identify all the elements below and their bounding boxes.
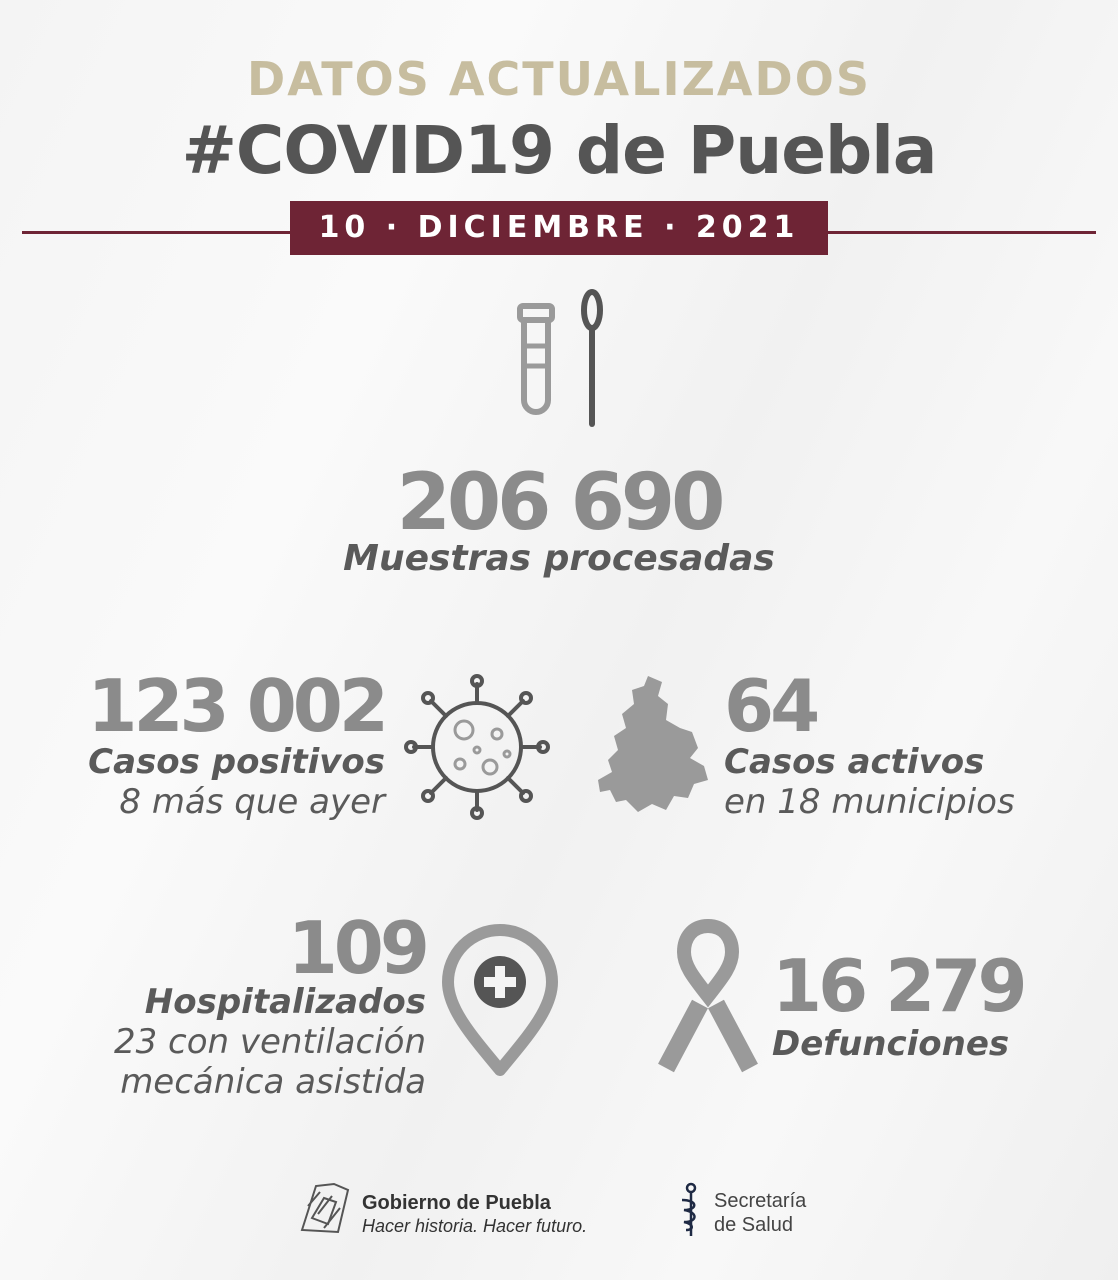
puebla-map-icon [596, 674, 712, 816]
health-line-1: Secretaría [714, 1190, 807, 1212]
gobierno-puebla-logo-icon [294, 1178, 356, 1238]
active-value: 64 [724, 664, 817, 748]
active-detail: en 18 municipios [724, 782, 1015, 822]
hospitalized-detail-2: mecánica asistida [120, 1062, 426, 1102]
test-tube-swab-icon [510, 288, 610, 430]
active-label: Casos activos [724, 742, 985, 782]
hospitalized-value: 109 [287, 906, 426, 990]
positives-value: 123 002 [87, 664, 385, 748]
hospitalized-detail-1: 23 con ventilación [113, 1022, 426, 1062]
positives-label: Casos positivos [88, 742, 385, 782]
hospital-pin-icon [440, 924, 560, 1076]
gov-name: Gobierno de Puebla [362, 1192, 551, 1214]
health-line-2: de Salud [714, 1214, 793, 1236]
deaths-value: 16 279 [772, 944, 1024, 1028]
header-kicker: DATOS ACTUALIZADOS [247, 52, 871, 106]
date-badge: 10 · DICIEMBRE · 2021 [290, 201, 828, 255]
page-title: #COVID19 de Puebla [181, 112, 937, 189]
samples-label: Muestras procesadas [343, 538, 775, 579]
samples-value: 206 690 [396, 458, 722, 548]
gov-slogan: Hacer historia. Hacer futuro. [362, 1216, 588, 1236]
secretaria-salud-logo-icon [676, 1182, 706, 1238]
hospitalized-label: Hospitalizados [144, 982, 426, 1022]
deaths-label: Defunciones [772, 1024, 1010, 1064]
virus-icon [402, 672, 552, 822]
positives-detail: 8 más que ayer [119, 782, 385, 822]
ribbon-icon [656, 918, 760, 1078]
